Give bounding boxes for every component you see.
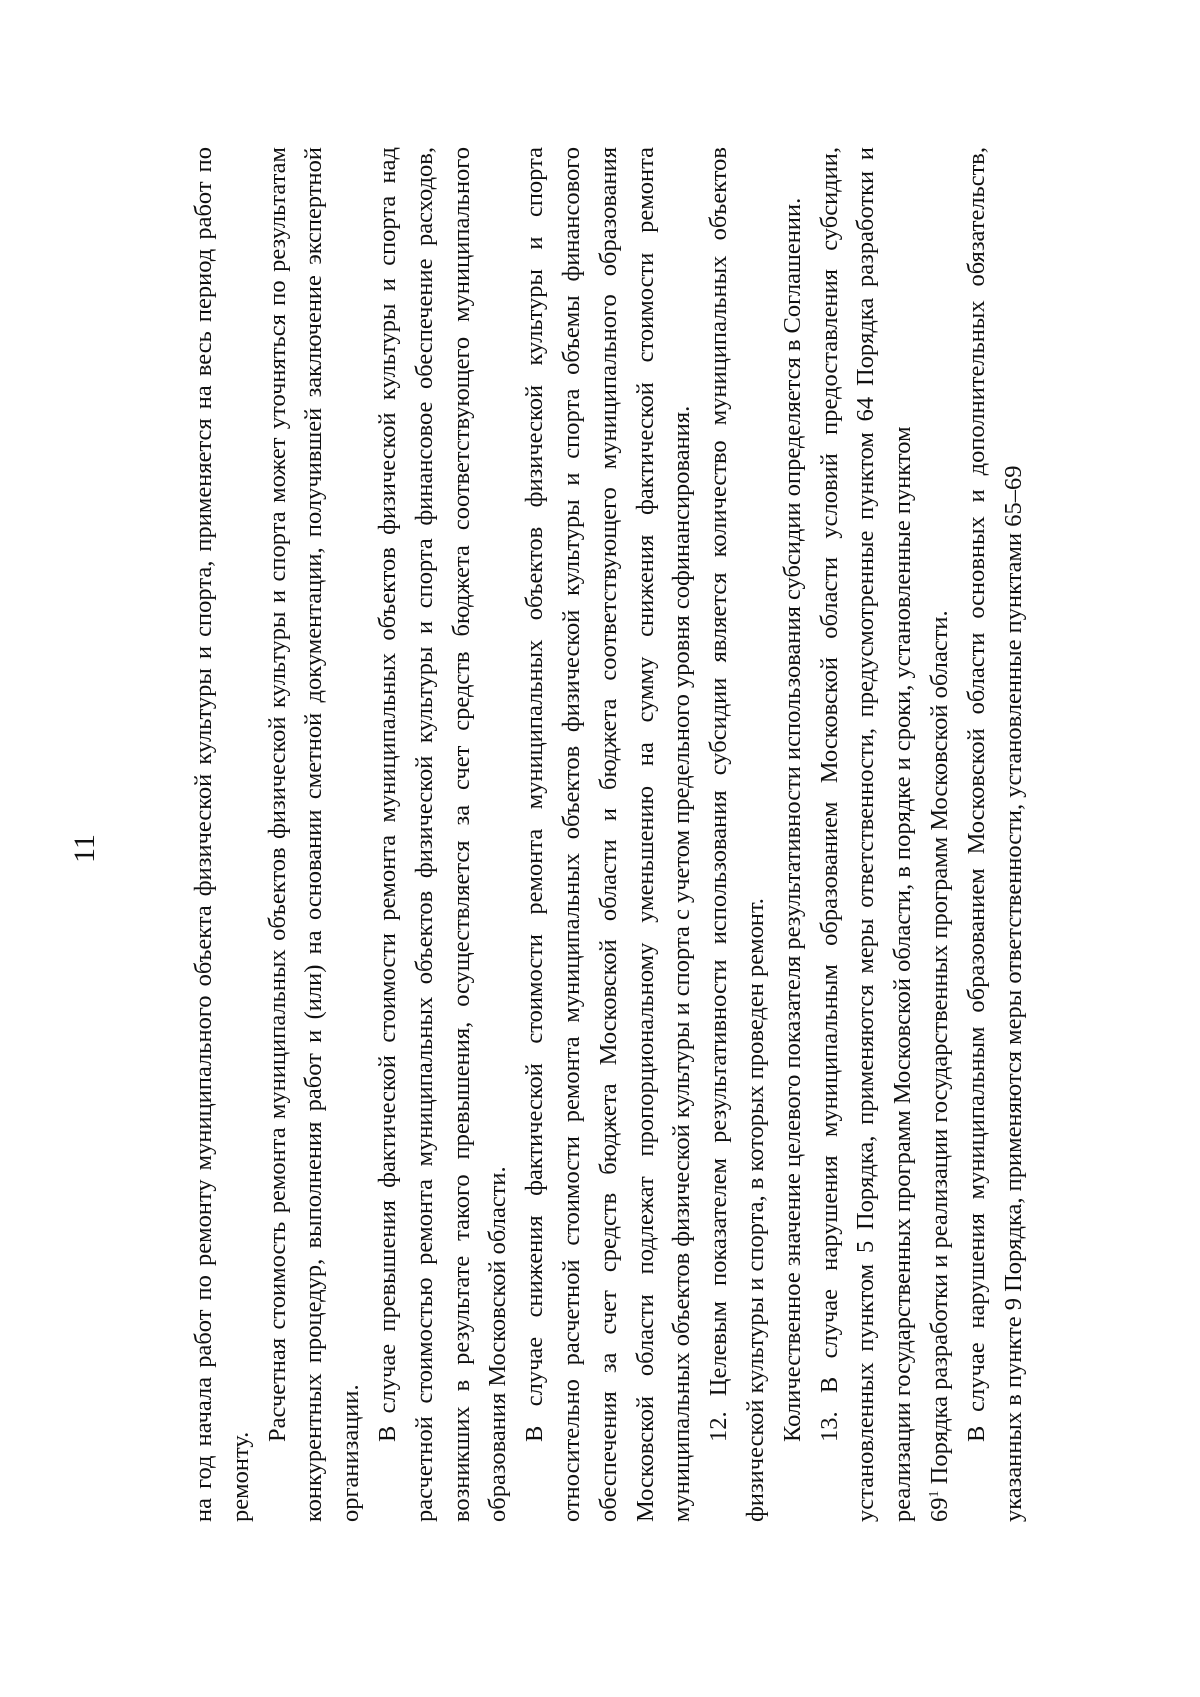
- paragraph-cost-excess: В случае превышения фактической стоимости ремонта муниципальных объектов физической культуры и спорта над расчетной стоимостью ремонта муниципальных объектов физической культуры и спорта финансовое обеспечение расходов, возникших в результате такого превышения, осуществляется за счет средств бюджета соответствующего муниципального образования Московской области.: [373, 147, 512, 1522]
- clause-number: 69: [925, 1497, 953, 1522]
- paragraph-estimated-cost: Расчетная стоимость ремонта муниципальных объектов физической культуры и спорта может уточняться по результатам конкурентных процедур, выполнения работ и (или) на основании сметной документации, получившей заключение экспертной организации.: [263, 147, 365, 1522]
- document-body: [186, 147, 1032, 1522]
- paragraph-target-indicator: 12. Целевым показателем результативности использования субсидии является количество муниципальных объектов физической культуры и спорта, в которых проведен ремонт.: [705, 147, 769, 1522]
- paragraph-program-reference: Порядка разработки и реализации государственных программ Московской области.: [925, 610, 953, 1485]
- clause-superscript: 1: [926, 1490, 942, 1498]
- page-number: 11: [68, 834, 101, 863]
- paragraph-footnote-reference: [922, 147, 959, 1522]
- paragraph-violation-obligations: В случае нарушения муниципальным образованием Московской области основных и дополнительных обязательств, указанных в пункте 9 Порядка, применяются меры ответственности, установленные пунктами 65–69: [962, 147, 1027, 1522]
- paragraph-indicator-value: Количественное значение целевого показателя результативности использования субсидии определяется в Соглашении.: [778, 197, 806, 1442]
- paragraph-violation-conditions: 13. В случае нарушения муниципальным образованием Московской области условий предоставления субсидии, установленных пунктом 5 Порядка, применяются меры ответственности, предусмотренные пунктом 64 Порядка разработки и реализации государственных программ Московской области, в порядке и сроки, установленные пунктом: [815, 147, 917, 1522]
- paragraph-cost-reduction: В случае снижения фактической стоимости ремонта муниципальных объектов физической культуры и спорта относительно расчетной стоимости ремонта муниципальных объектов физической культуры и спорта объемы финансового обеспечения за счет средств бюджета Московской области и бюджета соответствующего муниципального образования Московской области подлежат пропорциональному уменьшению на сумму снижения фактической стоимости ремонта муниципальных объектов физической культуры и спорта с учетом предельного уровня софинансирования.: [521, 147, 696, 1522]
- paragraph-continuation: на год начала работ по ремонту муниципального объекта физической культуры и спорта, применяется на весь период работ по ремонту.: [190, 147, 254, 1522]
